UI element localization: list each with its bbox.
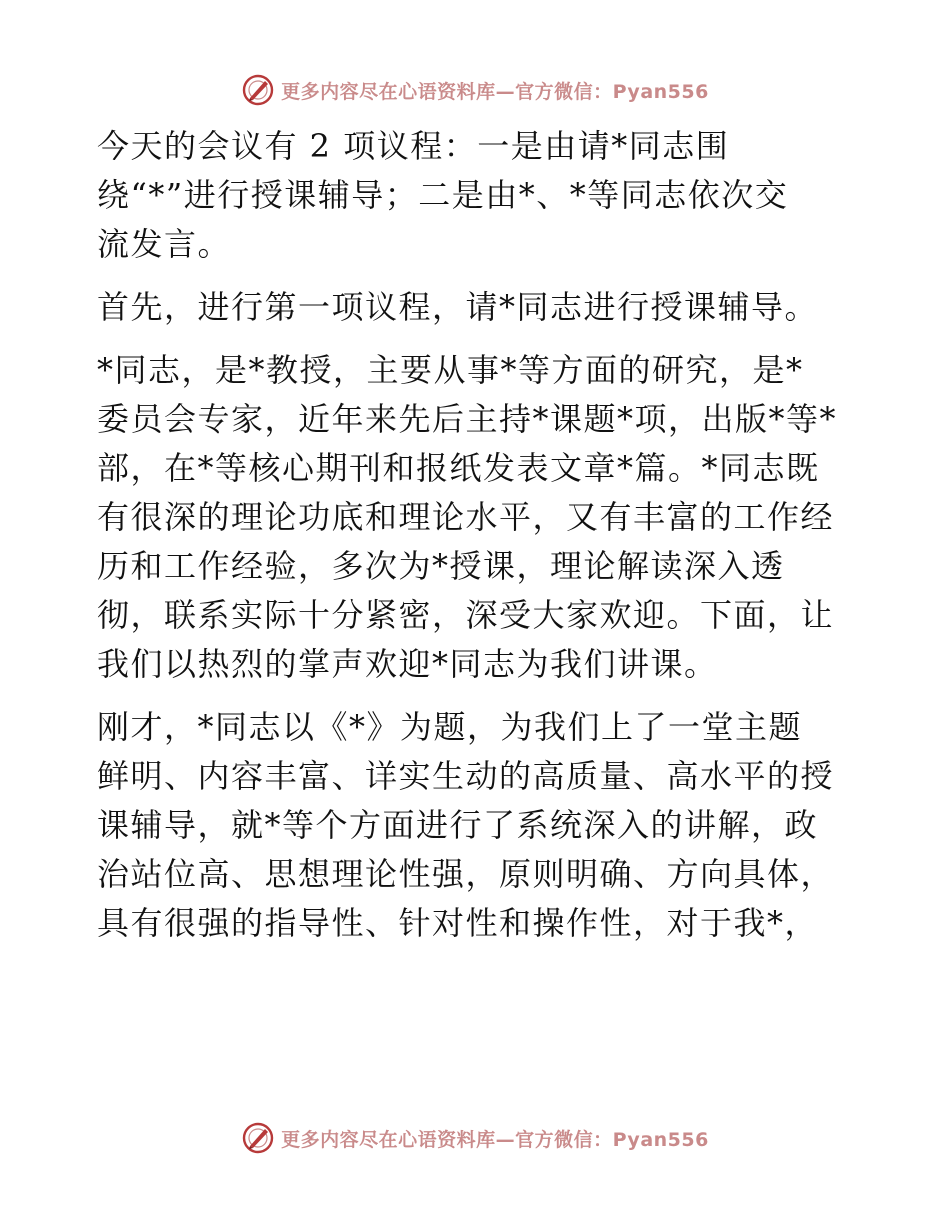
- text-line: 课辅导，就*等个方面进行了系统深入的讲解，政: [97, 806, 819, 844]
- text-line: 委员会专家，近年来先后主持*课题*项，出版*等*: [97, 400, 838, 438]
- document-body: [97, 122, 857, 962]
- paragraph-introduction: [97, 346, 857, 689]
- text-line: 我们以热烈的掌声欢迎*同志为我们讲课。: [97, 645, 718, 683]
- text-line: 刚才，*同志以《*》为题，为我们上了一堂主题: [97, 708, 803, 746]
- text-line: 彻，联系实际十分紧密，深受大家欢迎。下面，让: [97, 596, 835, 634]
- quill-logo-icon: [241, 1121, 275, 1155]
- text-line: 具有很强的指导性、针对性和操作性，对于我*，: [97, 904, 819, 942]
- footer-banner: [0, 1118, 950, 1158]
- banner-text: 更多内容尽在心语资料库—官方微信：Pyan556: [281, 80, 709, 103]
- paragraph-agenda: [97, 122, 857, 269]
- banner-text: 更多内容尽在心语资料库—官方微信：Pyan556: [281, 1128, 709, 1151]
- quill-logo-icon: [241, 73, 275, 107]
- paragraph-first-item: [97, 283, 857, 332]
- text-line: 有很深的理论功底和理论水平，又有丰富的工作经: [97, 498, 835, 536]
- text-line: *同志，是*教授，主要从事*等方面的研究，是*: [97, 351, 804, 389]
- text-line: 今天的会议有 2 项议程：一是由请*同志围: [97, 127, 730, 165]
- header-banner: [0, 70, 950, 110]
- text-line: 治站位高、思想理论性强，原则明确、方向具体，: [97, 855, 835, 893]
- text-line: 鲜明、内容丰富、详实生动的高质量、高水平的授: [97, 757, 835, 795]
- paragraph-summary: [97, 703, 857, 948]
- text-line: 首先，进行第一项议程，请*同志进行授课辅导。: [97, 288, 819, 326]
- text-line: 流发言。: [97, 225, 232, 263]
- text-line: 历和工作经验，多次为*授课，理论解读深入透: [97, 547, 785, 585]
- text-line: 部，在*等核心期刊和报纸发表文章*篇。*同志既: [97, 449, 820, 487]
- text-line: 绕“*”进行授课辅导；二是由*、*等同志依次交: [97, 176, 789, 214]
